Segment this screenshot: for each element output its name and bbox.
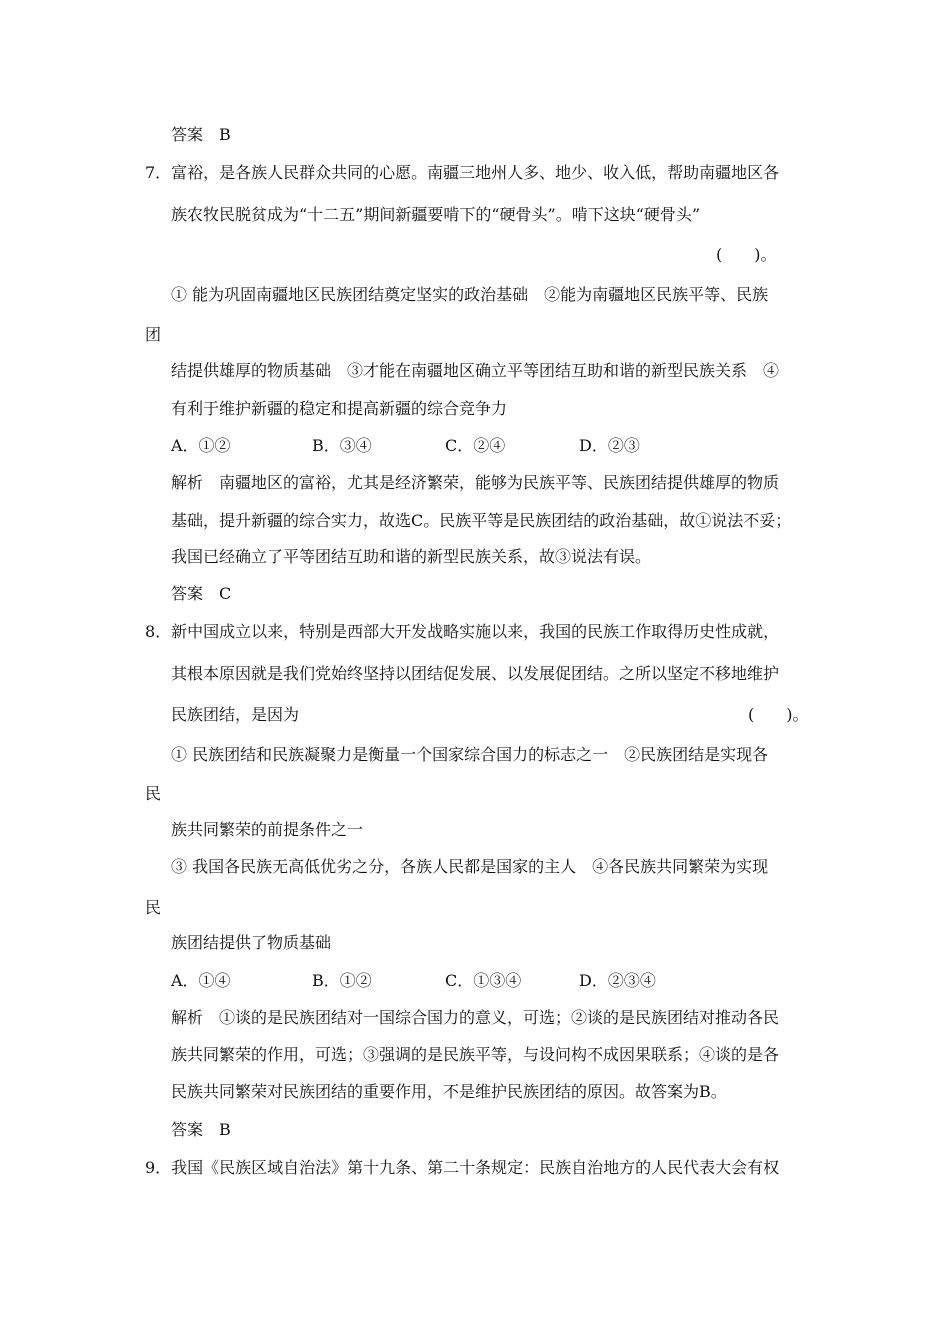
question-8-analysis-line-3: 民族共同繁荣对民族团结的重要作用，不是维护民族团结的原因。故答案为B。 <box>171 1082 727 1101</box>
question-7-line-1: 7．富裕，是各族人民群众共同的心愿。南疆三地州人多、地少、收入低，帮助南疆地区各 <box>145 163 780 182</box>
question-8-option-b: B．①② <box>312 971 372 990</box>
question-8-analysis-line-2: 族共同繁荣的作用，可选；③强调的是民族平等，与设问构不成因果联系；④谈的是各 <box>171 1045 780 1064</box>
question-7-analysis-line-2: 基础，提升新疆的综合实力，故选C。民族平等是民族团结的政治基础，故①说法不妥； <box>171 511 792 530</box>
question-7-answer: 答案 C <box>171 584 232 603</box>
answer-6: 答案 B <box>171 125 231 144</box>
question-8-statement-1-wrap: 民 <box>145 784 162 803</box>
question-7-option-a: A．①② <box>171 436 231 455</box>
question-8-line-3: 民族团结，是因为 <box>171 705 300 724</box>
question-7-analysis-line-1: 解析 南疆地区的富裕，尤其是经济繁荣，能够为民族平等、民族团结提供雄厚的物质 <box>171 473 780 492</box>
question-8-statement-3-wrap: 民 <box>145 898 162 917</box>
question-8-statement-1: ① 民族团结和民族凝聚力是衡量一个国家综合国力的标志之一 ②民族团结是实现各 <box>171 745 769 764</box>
question-7-answer-blank: ( )。 <box>716 245 777 264</box>
question-7-option-c: C．②④ <box>445 436 506 455</box>
question-7-option-b: B．③④ <box>312 436 372 455</box>
question-7-analysis-line-3: 我国已经确立了平等团结互助和谐的新型民族关系，故③说法有误。 <box>171 547 652 566</box>
question-7-statement-1: ① 能为巩固南疆地区民族团结奠定坚实的政治基础 ②能为南疆地区民族平等、民族 <box>171 285 769 304</box>
question-7-statement-2: 结提供雄厚的物质基础 ③才能在南疆地区确立平等团结互助和谐的新型民族关系 ④ <box>171 361 780 380</box>
question-8-statement-2: 族共同繁荣的前提条件之一 <box>171 820 364 839</box>
question-7-statement-1-wrap: 团 <box>145 325 162 344</box>
question-9-line-1: 9．我国《民族区域自治法》第十九条、第二十条规定：民族自治地方的人民代表大会有权 <box>145 1158 780 1177</box>
question-8-analysis-line-1: 解析 ①谈的是民族团结对一国综合国力的意义，可选；②谈的是民族团结对推动各民 <box>171 1008 780 1027</box>
question-8-answer-blank: ( )。 <box>748 705 809 724</box>
question-8-line-2: 其根本原因就是我们党始终坚持以团结促发展、以发展促团结。之所以坚定不移地维护 <box>171 664 780 683</box>
question-8-option-a: A．①④ <box>171 971 231 990</box>
question-8-statement-4: 族团结提供了物质基础 <box>171 933 332 952</box>
question-7-line-2: 族农牧民脱贫成为“十二五”期间新疆要啃下的“硬骨头”。啃下这块“硬骨头” <box>171 205 701 224</box>
question-7-statement-3: 有利于维护新疆的稳定和提高新疆的综合竞争力 <box>171 399 508 418</box>
question-8-line-1: 8．新中国成立以来，特别是西部大开发战略实施以来，我国的民族工作取得历史性成就， <box>145 622 780 641</box>
question-7-option-d: D．②③ <box>579 436 640 455</box>
question-8-answer: 答案 B <box>171 1120 231 1139</box>
question-8-option-d: D．②③④ <box>579 971 656 990</box>
question-8-statement-3: ③ 我国各民族无高低优劣之分，各族人民都是国家的主人 ④各民族共同繁荣为实现 <box>171 857 769 876</box>
question-8-option-c: C．①③④ <box>445 971 522 990</box>
